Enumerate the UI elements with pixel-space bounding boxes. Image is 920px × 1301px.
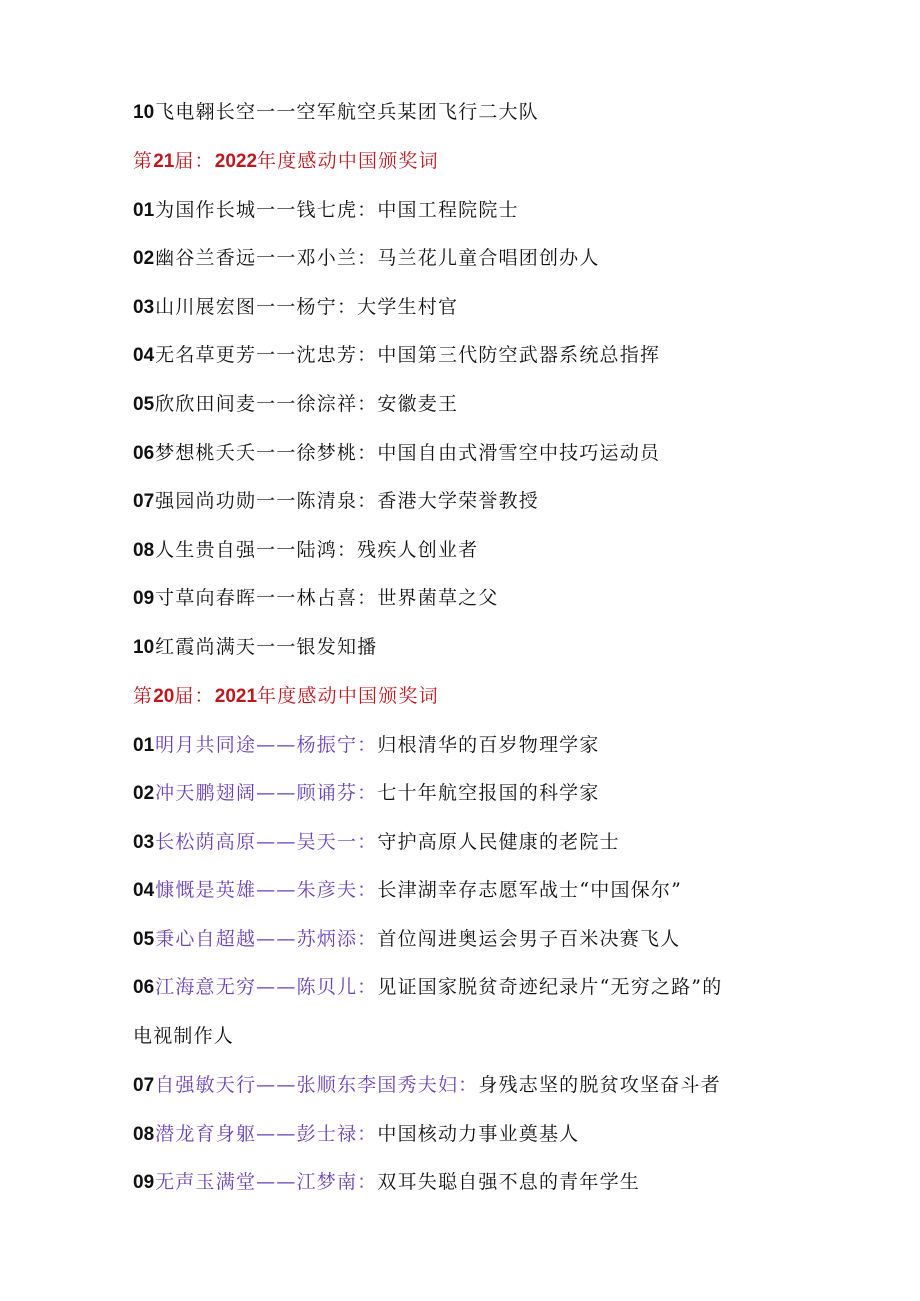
item-dash: —— <box>256 1074 297 1096</box>
item-number: 03 <box>133 297 155 318</box>
item-person: 张顺东李国秀夫妇： <box>296 1074 479 1096</box>
item-description: 首位闯进奥运会男子百米决赛飞人 <box>377 928 681 950</box>
item-description: 身残志坚的脱贫攻坚奋斗者 <box>478 1074 721 1096</box>
item-person: 江梦南： <box>296 1171 378 1193</box>
item-text: 无名草更芳一一沈忠芳：中国第三代防空武器系统总指挥 <box>155 344 661 366</box>
item-number: 05 <box>133 394 155 415</box>
item-dash: —— <box>256 831 297 853</box>
award-line <box>133 441 660 466</box>
item-title: 秉心自超越 <box>155 928 257 950</box>
award-line-continuation <box>133 1024 234 1048</box>
item-title: 江海意无穷 <box>155 976 257 998</box>
item-number: 04 <box>133 345 155 366</box>
item-number: 06 <box>133 977 155 998</box>
item-person: 吴天一： <box>296 831 378 853</box>
item-dash: —— <box>256 782 297 804</box>
award-line <box>133 1073 721 1098</box>
item-number: 09 <box>133 1172 155 1193</box>
item-person: 苏炳添： <box>296 928 378 950</box>
item-description: 双耳失聪自强不息的青年学生 <box>377 1171 640 1193</box>
item-number: 10 <box>133 102 155 123</box>
item-dash: —— <box>256 879 297 901</box>
award-line <box>133 781 600 806</box>
award-line <box>133 295 458 320</box>
item-text: 梦想桃夭夭一一徐梦桃：中国自由式滑雪空中技巧运动员 <box>155 442 661 464</box>
item-number: 09 <box>133 588 155 609</box>
item-dash: —— <box>256 1123 297 1145</box>
award-line <box>133 830 620 855</box>
item-number: 08 <box>133 1124 155 1145</box>
item-text: 飞电翱长空一一空军航空兵某团飞行二大队 <box>155 101 539 123</box>
item-dash: —— <box>256 734 297 756</box>
item-person: 顾诵芬： <box>296 782 378 804</box>
item-dash: —— <box>256 928 297 950</box>
item-description: 见证国家脱贫奇迹纪录片“无穷之路”的 <box>377 976 723 998</box>
item-person: 彭士禄： <box>296 1123 378 1145</box>
item-text: 人生贵自强一一陆鸿：残疾人创业者 <box>155 539 479 561</box>
item-text: 寸草向春晖一一林占喜：世界菌草之父 <box>155 587 499 609</box>
item-number: 02 <box>133 248 155 269</box>
item-number: 02 <box>133 783 155 804</box>
award-line <box>133 586 499 611</box>
award-line <box>133 100 539 125</box>
award-line <box>133 878 682 903</box>
item-text: 强园尚功勋一一陈清泉：香港大学荣誉教授 <box>155 490 539 512</box>
award-line <box>133 538 478 563</box>
item-description: 归根清华的百岁物理学家 <box>377 734 600 756</box>
item-description-continuation: 电视制作人 <box>133 1025 235 1047</box>
award-line <box>133 1122 579 1147</box>
award-line <box>133 246 600 271</box>
item-person: 杨振宁： <box>296 734 378 756</box>
item-number: 05 <box>133 929 155 950</box>
item-number: 07 <box>133 1075 155 1096</box>
item-number: 07 <box>133 491 155 512</box>
item-number: 08 <box>133 540 155 561</box>
item-description: 长津湖幸存志愿军战士“中国保尔” <box>377 879 683 901</box>
award-line <box>133 1170 640 1195</box>
item-dash: —— <box>256 1171 297 1193</box>
item-description: 七十年航空报国的科学家 <box>377 782 600 804</box>
item-title: 自强敏天行 <box>155 1074 257 1096</box>
item-title: 长松荫高原 <box>155 831 257 853</box>
award-line <box>133 343 660 368</box>
item-text: 幽谷兰香远一一邓小兰：马兰花儿童合唱团创办人 <box>155 247 600 269</box>
item-title: 无声玉满堂 <box>155 1171 257 1193</box>
award-line <box>133 927 680 952</box>
item-text: 欣欣田间麦一一徐淙祥：安徽麦王 <box>155 393 459 415</box>
item-number: 10 <box>133 637 155 658</box>
item-description: 中国核动力事业奠基人 <box>377 1123 580 1145</box>
award-line <box>133 635 377 660</box>
award-line <box>133 975 722 1000</box>
item-title: 潜龙育身躯 <box>155 1123 257 1145</box>
award-line <box>133 489 539 514</box>
item-person: 朱彦夫： <box>296 879 378 901</box>
item-number: 06 <box>133 443 155 464</box>
award-line <box>133 198 519 223</box>
item-dash: —— <box>256 976 297 998</box>
item-number: 01 <box>133 735 155 756</box>
award-line <box>133 392 458 417</box>
award-line <box>133 733 600 758</box>
section-heading-2021: 第20届：2021年度感动中国颁奖词 <box>133 685 439 707</box>
item-description: 守护高原人民健康的老院士 <box>377 831 620 853</box>
item-text: 为国作长城一一钱七虎：中国工程院院士 <box>155 199 519 221</box>
item-title: 慷慨是英雄 <box>155 879 257 901</box>
item-number: 01 <box>133 200 155 221</box>
item-number: 03 <box>133 832 155 853</box>
item-text: 山川展宏图一一杨宁：大学生村官 <box>155 296 459 318</box>
item-text: 红霞尚满天一一银发知播 <box>155 636 378 658</box>
item-title: 明月共同途 <box>155 734 257 756</box>
item-title: 冲天鹏翅阔 <box>155 782 257 804</box>
item-number: 04 <box>133 880 155 901</box>
section-heading-2022: 第21届：2022年度感动中国颁奖词 <box>133 150 439 172</box>
item-person: 陈贝儿： <box>296 976 378 998</box>
